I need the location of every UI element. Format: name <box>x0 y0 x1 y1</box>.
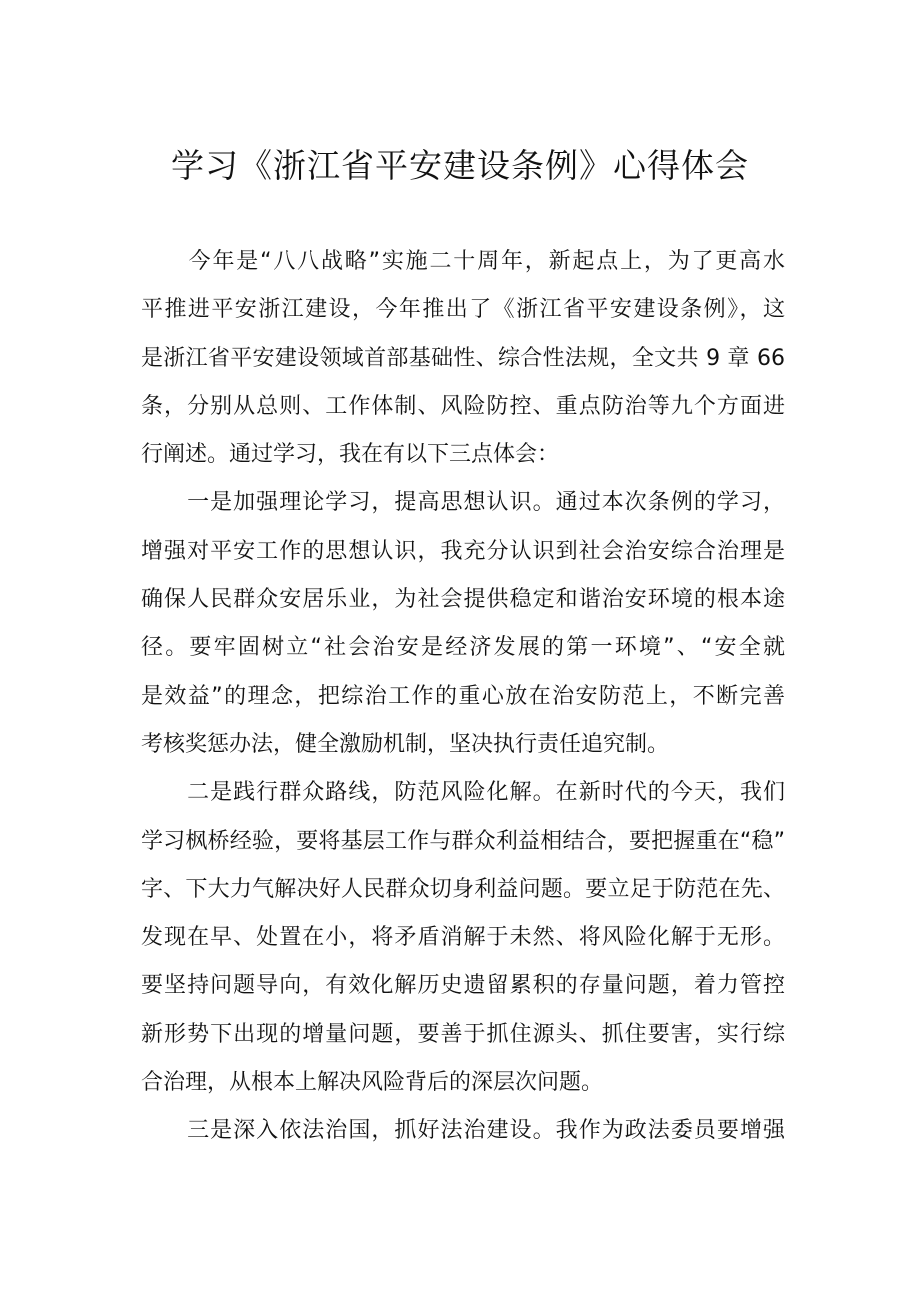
document-body <box>141 238 785 1156</box>
text-line: 考核奖惩办法，健全激励机制，坚决执行责任追究制。 <box>141 731 670 757</box>
text-line: 增强对平安工作的思想认识，我充分认识到社会治安综合治理是 <box>141 538 785 564</box>
text-line: 合治理，从根本上解决风险背后的深层次问题。 <box>141 1070 604 1096</box>
text-line: 新形势下出现的增量问题，要善于抓住源头、抓住要害，实行综 <box>141 1021 785 1047</box>
text-line: 行阐述。通过学习，我在有以下三点体会： <box>141 442 560 468</box>
document-title: 学习《浙江省平安建设条例》心得体会 <box>171 146 749 185</box>
text-line: 是效益”的理念，把综治工作的重心放在治安防范上，不断完善 <box>141 683 785 709</box>
paragraph-point-one <box>141 479 785 769</box>
text-line: 学习枫桥经验，要将基层工作与群众利益相结合，要把握重在“稳” <box>141 828 785 854</box>
text-line: 字、下大力气解决好人民群众切身利益问题。要立足于防范在先、 <box>141 876 785 902</box>
text-line: 一是加强理论学习，提高思想认识。通过本次条例的学习， <box>141 490 785 516</box>
text-line: 条，分别从总则、工作体制、风险防控、重点防治等九个方面进 <box>141 393 785 419</box>
text-line: 确保人民群众安居乐业，为社会提供稳定和谐治安环境的根本途 <box>141 587 785 613</box>
text-line: 平推进平安浙江建设，今年推出了《浙江省平安建设条例》，这 <box>141 297 785 323</box>
text-line: 径。要牢固树立“社会治安是经济发展的第一环境”、“安全就 <box>141 635 785 661</box>
text-line: 二是践行群众路线，防范风险化解。在新时代的今天，我们 <box>141 780 785 806</box>
text-line: 是浙江省平安建设领域首部基础性、综合性法规，全文共 9 章 66 <box>141 345 785 371</box>
text-line: 今年是“八八战略”实施二十周年，新起点上，为了更高水 <box>141 249 785 274</box>
text-line: 要坚持问题导向，有效化解历史遗留累积的存量问题，着力管控 <box>141 973 785 999</box>
text-line: 三是深入依法治国，抓好法治建设。我作为政法委员要增强 <box>141 1118 785 1144</box>
paragraph-intro <box>141 238 785 479</box>
paragraph-point-three <box>141 1107 785 1155</box>
text-line: 发现在早、处置在小，将矛盾消解于未然、将风险化解于无形。 <box>141 925 785 951</box>
paragraph-point-two <box>141 769 785 1107</box>
